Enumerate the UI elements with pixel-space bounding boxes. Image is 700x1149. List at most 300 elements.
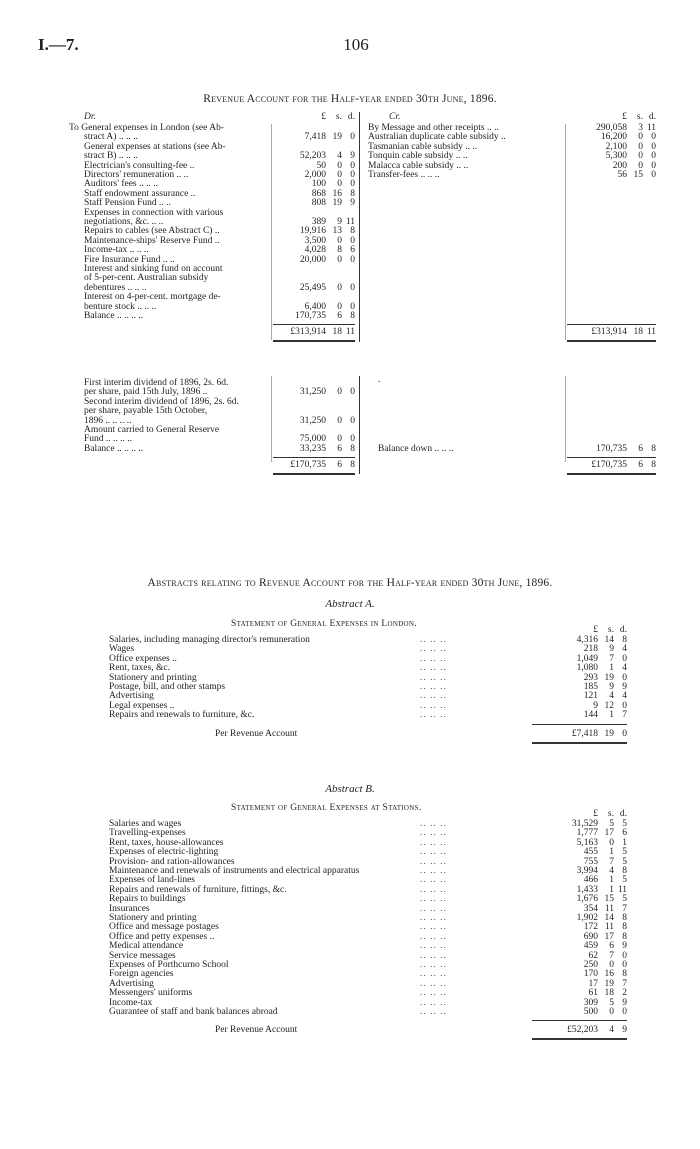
- abstract-a-row-amount-pounds: 185: [583, 682, 598, 692]
- abstract-b-row-amount-pence: 0: [622, 1007, 627, 1017]
- abstract-b-row-label: Stationery and printing: [109, 913, 197, 923]
- cr-total-rule-bottom: [567, 340, 656, 342]
- abstract-b-row-amount-pence: 0: [622, 950, 627, 961]
- abstract-a-row-amount-pence: 7: [622, 710, 627, 721]
- dr2-item-amount-shillings: 0: [337, 415, 342, 426]
- dr2-item-amount-shillings: 6: [337, 443, 342, 454]
- abstract-b-total-shillings: 4: [609, 1025, 614, 1036]
- abstract-b-row-label: Rent, taxes, house-allowances: [109, 837, 224, 848]
- dr-item-line: of 5-per-cent. Australian subsidy: [84, 273, 209, 284]
- dr-item-amount-shillings: 0: [337, 235, 342, 246]
- abstract-b-row-dots: .. .. ..: [420, 931, 447, 942]
- dr-item-amount-pence: 11: [345, 217, 355, 227]
- dr-item-amount-shillings: 0: [337, 170, 342, 180]
- dr-total-pounds: £313,914: [290, 327, 326, 338]
- dr2-total-pence: 8: [350, 460, 355, 471]
- cr-lsd-header-pound: £: [622, 112, 627, 122]
- cr-item-amount-shillings: 0: [638, 151, 643, 162]
- dr2-amount-rule: [271, 376, 272, 462]
- cr-item-amount-shillings: 0: [638, 160, 643, 171]
- dr-item-amount-pounds: 7,418: [304, 132, 326, 143]
- abstract-b-row-amount-pounds: 309: [583, 997, 598, 1008]
- abstract-b-row-amount-pounds: 459: [583, 941, 598, 952]
- cr2-total-rule-bottom: [567, 473, 656, 475]
- dr-item-amount-shillings: 0: [337, 179, 342, 190]
- cr-heading: Cr.: [389, 112, 401, 122]
- cr2-total-rule-top: [567, 457, 656, 458]
- dr2-total: [260, 461, 355, 471]
- abstract-b-row-dots: .. .. ..: [420, 837, 447, 848]
- abstract-b-row-amount-pounds: 170: [583, 969, 598, 980]
- dr-item-amount-pence: 0: [350, 301, 355, 312]
- dr-item-amount: [260, 284, 355, 294]
- dr-item-line: Balance .. .. .. ..: [84, 311, 144, 321]
- cr-item-amount: [561, 171, 656, 181]
- abstract-b-row-amount-pounds: 61: [588, 988, 598, 999]
- abstract-b-row-amount-pence: 5: [622, 856, 627, 867]
- abstract-b-row-amount-shillings: 17: [604, 828, 614, 839]
- abstract-a-row-label: Stationery and printing: [109, 672, 197, 683]
- abstract-b-row-amount-shillings: 11: [604, 922, 614, 933]
- abstract-b-row-label: Medical attendance: [109, 941, 184, 952]
- cr-item-amount-pence: 11: [646, 123, 656, 133]
- cr-item-label: Tasmanian cable subsidy .. ..: [368, 141, 478, 152]
- dr-item-amount-pounds: 19,916: [299, 226, 326, 237]
- dr-item-amount-pence: 0: [350, 282, 355, 293]
- dr-lsd-header-d: d.: [347, 112, 355, 122]
- abstract-b-row-amount-shillings: 4: [609, 866, 614, 876]
- dr-item-amount-shillings: 8: [337, 245, 342, 256]
- document-reference: I.—7.: [38, 35, 79, 54]
- abstract-a-row-amount-pounds: 1,049: [576, 653, 598, 664]
- dr-item-line: Repairs to cables (see Abstract C) ..: [84, 226, 220, 237]
- abstract-b-lsd-header-pound: £: [593, 809, 598, 819]
- abstract-a-row-dots: .. .. ..: [420, 682, 447, 692]
- abstract-a-row-amount-pounds: 121: [583, 691, 598, 702]
- abstract-b-row-amount-shillings: 14: [604, 913, 614, 923]
- abstract-b-row-label: Repairs to buildings: [109, 894, 186, 905]
- abstract-b-row-label: Messengers' uniforms: [109, 988, 193, 999]
- dr-item-amount-pence: 0: [350, 179, 355, 190]
- cr-item-amount-pence: 0: [651, 151, 656, 162]
- dr-item-line: negotiations, &c. .. ..: [84, 217, 164, 227]
- abstract-b-row-amount-pence: 5: [622, 847, 627, 858]
- abstract-b-row-amount-pounds: 690: [583, 931, 598, 942]
- cr-total-rule-top: [567, 324, 656, 325]
- abstract-b-row-label: Maintenance and renewals of instruments and electrical apparatus: [109, 866, 360, 876]
- dr-item-amount-pence: 8: [350, 226, 355, 237]
- cr2-balance-label: Balance down .. .. ..: [378, 443, 454, 454]
- cr-item-label: Tonquin cable subsidy .. ..: [368, 151, 468, 162]
- cr-lsd-header-s: s.: [636, 112, 643, 122]
- abstract-a-row-dots: .. .. ..: [420, 691, 447, 702]
- abstract-a-total-rule-bottom: [532, 742, 627, 744]
- abstract-b-total-pounds: £52,203: [567, 1025, 598, 1036]
- abstract-a-lsd-header-s: s.: [607, 625, 614, 635]
- dr-total-rule-bottom: [273, 340, 355, 342]
- abstract-a-lsd-header-pound: £: [593, 625, 598, 635]
- dr2-item-line: First interim dividend of 1896, 2s. 6d.: [84, 378, 229, 388]
- abstract-b-row-dots: .. .. ..: [420, 978, 447, 989]
- dr-item-amount-shillings: 19: [332, 198, 342, 209]
- dr-item-line: stract B) .. .. ..: [84, 151, 138, 162]
- abstract-a-row-dots: .. .. ..: [420, 635, 447, 645]
- abstract-b-row-amount-pounds: 466: [583, 875, 598, 886]
- dr2-item-amount: [260, 417, 355, 427]
- dr-item-amount-shillings: 4: [337, 151, 342, 162]
- abstract-b-total: [532, 1026, 627, 1036]
- abstract-b-row-label: Guarantee of staff and bank balances abroad: [109, 1007, 278, 1017]
- abstract-b-row-dots: .. .. ..: [420, 1007, 447, 1017]
- dr2-item-line: per share, payable 15th October,: [84, 406, 208, 417]
- dr-item-line: Interest and sinking fund on account: [84, 264, 223, 274]
- dr2-item-line: 1896 .. .. .. ..: [84, 415, 132, 426]
- dr-item-line: Staff Pension Fund .. ..: [84, 198, 171, 209]
- abstract-a-row-dots: .. .. ..: [420, 644, 447, 655]
- dr-item-line: Directors' remuneration .. ..: [84, 170, 189, 180]
- abstract-a-row-dots: .. .. ..: [420, 672, 447, 683]
- dr-item-line: To General expenses in London (see Ab-: [69, 123, 224, 133]
- abstract-b-row-dots: .. .. ..: [420, 875, 447, 886]
- abstract-b-row-label: Provision- and ration-allowances: [109, 856, 235, 867]
- dr-item-amount-pounds: 4,028: [304, 245, 326, 256]
- abstract-b-row-dots: .. .. ..: [420, 988, 447, 999]
- abstract-b-row-amount-shillings: 18: [604, 988, 614, 999]
- abstract-b-row-dots: .. .. ..: [420, 950, 447, 961]
- cr-item-amount-pence: 0: [651, 160, 656, 171]
- abstract-a-row-amount-pence: 4: [622, 663, 627, 674]
- abstract-a-row-label: Office expenses ..: [109, 653, 177, 664]
- abstract-b-row-dots: .. .. ..: [420, 884, 447, 895]
- abstract-b-row-amount-shillings: 16: [604, 969, 614, 980]
- cr-item-amount-shillings: 0: [638, 141, 643, 152]
- abstract-a-row-amount-pence: 8: [622, 635, 627, 645]
- cr-lsd-header: [561, 113, 656, 123]
- dr2-item-amount-pence: 0: [350, 387, 355, 398]
- abstract-a-row-amount-pounds: 144: [583, 710, 598, 721]
- abstract-b-row-amount-shillings: 7: [609, 950, 614, 961]
- cr-item-amount-pounds: 56: [617, 170, 627, 180]
- abstract-a-row-label: Advertising: [109, 691, 154, 702]
- abstract-b-row-amount-pence: 8: [622, 969, 627, 980]
- dr-item-line: Auditors' fees .. .. ..: [84, 179, 159, 190]
- abstract-b-row-amount-pounds: 62: [588, 950, 598, 961]
- abstract-a-row-amount-pence: 4: [622, 644, 627, 655]
- dr-item-amount-shillings: 16: [332, 188, 342, 199]
- dr-item-line: General expenses at stations (see Ab-: [84, 141, 226, 152]
- dr-item-amount-pounds: 170,735: [295, 311, 326, 321]
- cr-item-amount-pounds: 290,058: [596, 123, 627, 133]
- abstract-a-row-amount-pounds: 4,316: [576, 635, 598, 645]
- dr-item-amount-pounds: 20,000: [299, 254, 326, 265]
- abstract-b-row-amount-pence: 7: [622, 903, 627, 914]
- abstract-a-row-dots: .. .. ..: [420, 700, 447, 711]
- abstract-a-row-amount-pounds: 9: [593, 700, 598, 711]
- dr-item-amount-pounds: 3,500: [304, 235, 326, 246]
- cr-total-shillings: 18: [633, 327, 643, 338]
- cr-item-label: Australian duplicate cable subsidy ..: [368, 132, 506, 143]
- abstract-b-row-amount-shillings: 19: [604, 978, 614, 989]
- abstract-b-row-amount-pence: 8: [622, 913, 627, 923]
- abstract-b-row-amount-pence: 0: [622, 960, 627, 970]
- dr-item-line: benture stock .. .. ..: [84, 301, 157, 312]
- abstract-b-row-label: Expenses of Porthcurno School: [109, 960, 229, 970]
- abstract-b-statement: Statement of General Expenses at Stations.: [231, 803, 422, 813]
- dr-lsd-header-s: s.: [335, 112, 342, 122]
- dr2-item-amount-pounds: 31,250: [299, 387, 326, 398]
- cr-item-amount-pence: 0: [651, 170, 656, 180]
- cr2-balance-amount-pounds: 170,735: [596, 443, 627, 454]
- cr2-total-shillings: 6: [638, 460, 643, 471]
- dr-item-line: Electrician's consulting-fee ..: [84, 160, 195, 171]
- dr2-item-line: Second interim dividend of 1896, 2s. 6d.: [84, 396, 239, 407]
- dr-amount-rule: [271, 124, 272, 340]
- dr-item-line: debentures .. .. ..: [84, 282, 147, 293]
- dr-item-amount-shillings: 0: [337, 254, 342, 265]
- abstract-b-row-label: Travelling-expenses: [109, 828, 186, 839]
- abstract-b-row-amount-pence: 8: [622, 931, 627, 942]
- dr2-item-amount-pounds: 33,235: [299, 443, 326, 454]
- abstract-b-row-amount-shillings: 5: [609, 819, 614, 829]
- abstract-b-row-amount-shillings: 0: [609, 1007, 614, 1017]
- dr-item-amount-shillings: 0: [337, 160, 342, 171]
- abstract-b-row-label: Service messages: [109, 950, 176, 961]
- ledger-divider-lower: [359, 376, 360, 474]
- dr-lsd-header: [260, 113, 355, 123]
- cr2-total-pounds: £170,735: [591, 460, 627, 471]
- abstract-b-row-amount-pence: 1: [622, 837, 627, 848]
- abstract-a-row-amount-shillings: 12: [604, 700, 614, 711]
- dr-item-amount-pounds: 50: [316, 160, 326, 171]
- dr2-item-line: Amount carried to General Reserve: [84, 425, 220, 435]
- dr-item-amount-pence: 9: [350, 151, 355, 162]
- cr-amount-rule: [565, 124, 566, 340]
- dr-item-line: Income-tax .. .. ..: [84, 245, 149, 256]
- abstract-a-row-amount-shillings: 9: [609, 682, 614, 692]
- abstract-b-row-amount-shillings: 6: [609, 941, 614, 952]
- abstract-b-row-label: Office and petty expenses ..: [109, 931, 215, 942]
- cr-item-label: Malacca cable subsidy .. ..: [368, 160, 469, 171]
- cr-item-amount-pounds: 2,100: [605, 141, 627, 152]
- dr-item-amount-pounds: 2,000: [304, 170, 326, 180]
- abstract-b-row-label: Expenses of electric-lighting: [109, 847, 219, 858]
- abstract-a-row-label: Rent, taxes, &c.: [109, 663, 170, 674]
- abstract-b-row-amount-pounds: 172: [583, 922, 598, 933]
- abstract-b-row-dots: .. .. ..: [420, 969, 447, 980]
- abstract-a-row-amount-shillings: 9: [609, 644, 614, 655]
- abstract-a-row-amount-shillings: 14: [604, 635, 614, 645]
- abstract-b-row-amount-pounds: 1,902: [576, 913, 598, 923]
- abstract-a-row-dots: .. .. ..: [420, 653, 447, 664]
- abstract-a-total: [532, 730, 627, 740]
- dr-item-amount-pence: 0: [350, 170, 355, 180]
- cr-item-label: Transfer-fees .. .. ..: [368, 170, 440, 180]
- abstract-b-row-label: Advertising: [109, 978, 154, 989]
- abstract-a-row-label: Salaries, including managing director's remuneration: [109, 635, 310, 645]
- abstract-b-row-dots: .. .. ..: [420, 997, 447, 1008]
- abstract-b-row-amount-shillings: 1: [609, 884, 614, 895]
- abstract-a-row-label: Legal expenses ..: [109, 700, 175, 711]
- abstract-a-row-amount-pence: 9: [622, 682, 627, 692]
- dr2-total-pounds: £170,735: [290, 460, 326, 471]
- dr-item-amount-pounds: 52,203: [299, 151, 326, 162]
- abstract-b-row-label: Salaries and wages: [109, 819, 182, 829]
- abstract-b-row-amount-shillings: 11: [604, 903, 614, 914]
- abstract-a-row-amount-pounds: 293: [583, 672, 598, 683]
- abstract-b-row-label: Foreign agencies: [109, 969, 174, 980]
- abstract-b-row-amount: [532, 1008, 627, 1018]
- cr2-balance-amount-shillings: 6: [638, 443, 643, 454]
- abstract-b-row-amount-shillings: 1: [609, 847, 614, 858]
- dr-item-line: Expenses in connection with various: [84, 207, 224, 218]
- ledger-divider-upper: [359, 112, 360, 342]
- abstract-b-row-dots: .. .. ..: [420, 866, 447, 876]
- abstract-b-row-dots: .. .. ..: [420, 913, 447, 923]
- abstract-b-row-amount-pence: 2: [622, 988, 627, 999]
- abstract-a-row-dots: .. .. ..: [420, 663, 447, 674]
- abstract-b-row-amount-pounds: 755: [583, 856, 598, 867]
- abstract-b-total-rule-top: [532, 1020, 627, 1021]
- abstract-b-row-dots: .. .. ..: [420, 922, 447, 933]
- abstract-a-row-dots: .. .. ..: [420, 710, 447, 721]
- dr-item-amount-pence: 0: [350, 235, 355, 246]
- dr-item-amount-pence: 9: [350, 198, 355, 209]
- dr-item-amount-pence: 8: [350, 188, 355, 199]
- abstract-b-row-amount-pounds: 1,777: [576, 828, 598, 839]
- cr-total-pounds: £313,914: [591, 327, 627, 338]
- abstract-b-row-amount-pounds: 31,529: [571, 819, 598, 829]
- abstract-a-total-pence: 0: [622, 728, 627, 739]
- dr-item-amount-pence: 0: [350, 160, 355, 171]
- dr-item-amount-shillings: 13: [332, 226, 342, 237]
- dr2-item-amount-shillings: 0: [337, 387, 342, 398]
- cr-item-amount-pounds: 16,200: [600, 132, 627, 143]
- dr2-item-amount-pence: 8: [350, 443, 355, 454]
- abstract-b-row-amount-pence: 7: [622, 978, 627, 989]
- dr-item-line: stract A) .. .. ..: [84, 132, 138, 143]
- abstract-a-total-pounds: £7,418: [571, 728, 598, 739]
- abstracts-title: Abstracts relating to Revenue Account for the Half-year ended 30th June, 1896.: [147, 577, 553, 589]
- dr2-item-amount-pence: 0: [350, 415, 355, 426]
- abstract-b-row-amount-pence: 5: [622, 875, 627, 886]
- abstract-a-row-amount: [532, 711, 627, 721]
- abstract-b-row-dots: .. .. ..: [420, 903, 447, 914]
- abstract-a-row-amount-shillings: 19: [604, 672, 614, 683]
- abstract-b-total-rule-bottom: [532, 1038, 627, 1040]
- dr-item-amount: [260, 312, 355, 322]
- abstract-b-row-amount-pence: 8: [622, 866, 627, 876]
- abstract-a-row-amount-shillings: 1: [609, 663, 614, 674]
- dr-item-amount-shillings: 0: [337, 282, 342, 293]
- abstract-b-total-label: Per Revenue Account: [215, 1025, 298, 1036]
- abstract-b-row-label: Insurances: [109, 903, 150, 914]
- revenue-account-title: Revenue Account for the Half-year ended 30th June, 1896.: [203, 93, 497, 105]
- abstract-b-row-amount-pounds: 17: [588, 978, 598, 989]
- abstract-b-total-pence: 9: [622, 1025, 627, 1036]
- abstract-b-row-dots: .. .. ..: [420, 941, 447, 952]
- dr-item-line: Interest on 4-per-cent. mortgage de-: [84, 292, 221, 303]
- abstract-a-lsd-header-d: d.: [619, 625, 627, 635]
- abstract-b-row-amount-pence: 5: [622, 819, 627, 829]
- abstract-a-row-amount-pounds: 1,080: [576, 663, 598, 674]
- stray-mark: .: [378, 375, 381, 385]
- dr2-total-shillings: 6: [337, 460, 342, 471]
- abstract-b-row-label: Expenses of land-lines: [109, 875, 196, 886]
- abstract-a-total-rule-top: [532, 724, 627, 725]
- dr2-item-amount-shillings: 0: [337, 434, 342, 445]
- abstract-b-row-amount-pence: 9: [622, 997, 627, 1008]
- abstract-b-row-amount-pounds: 1,433: [576, 884, 598, 895]
- abstract-b-row-label: Income-tax: [109, 997, 153, 1008]
- cr-total-pence: 11: [646, 327, 656, 338]
- abstract-a-row-amount-pence: 0: [622, 653, 627, 664]
- dr-item-line: Fire Insurance Fund .. ..: [84, 254, 175, 265]
- abstract-a-row-amount-pence: 4: [622, 691, 627, 702]
- abstract-a-total-shillings: 19: [604, 728, 614, 739]
- abstract-b-row-dots: .. .. ..: [420, 894, 447, 905]
- abstract-b-row-amount-pounds: 1,676: [576, 894, 598, 905]
- dr-item-amount-shillings: 9: [337, 217, 342, 227]
- dr2-total-rule-top: [273, 457, 355, 458]
- dr-item-amount-pence: 6: [350, 245, 355, 256]
- dr-item-amount-pounds: 868: [311, 188, 326, 199]
- dr-item-amount-pounds: 25,495: [299, 282, 326, 293]
- cr-item-label: By Message and other receipts .. ..: [368, 123, 499, 133]
- abstract-a-row-label: Postage, bill, and other stamps: [109, 682, 226, 692]
- abstract-b-row-amount-shillings: 5: [609, 997, 614, 1008]
- dr-item-amount-shillings: 0: [337, 301, 342, 312]
- dr2-item-amount-pounds: 31,250: [299, 415, 326, 426]
- dr-item-line: Staff endowment assurance ..: [84, 188, 196, 199]
- dr-heading: Dr.: [84, 112, 96, 122]
- dr-item-amount: [260, 199, 355, 209]
- page-number: 106: [343, 35, 369, 54]
- abstract-b-row-amount-pence: 6: [622, 828, 627, 839]
- dr-item-amount-pounds: 808: [311, 198, 326, 209]
- abstract-b-row-amount-pence: 8: [622, 922, 627, 933]
- dr2-item-line: per share, paid 15th July, 1896 ..: [84, 387, 208, 398]
- abstract-a-row-label: Wages: [109, 644, 135, 655]
- abstract-a-row-amount-pence: 0: [622, 700, 627, 711]
- dr2-item-line: Fund .. .. .. ..: [84, 434, 133, 445]
- dr-item-amount-pounds: 389: [311, 217, 326, 227]
- cr2-balance-amount: [561, 445, 656, 455]
- dr2-item-line: Balance .. .. .. ..: [84, 443, 144, 454]
- dr-item-amount-pounds: 100: [311, 179, 326, 190]
- abstract-a-heading: Abstract A.: [325, 598, 375, 610]
- dr-item-amount-pence: 0: [350, 132, 355, 143]
- dr-item-amount-shillings: 19: [332, 132, 342, 143]
- dr-item-amount-pence: 8: [350, 311, 355, 321]
- cr-item-amount-shillings: 3: [638, 123, 643, 133]
- abstract-a-row-amount-shillings: 7: [609, 653, 614, 664]
- dr-total: [260, 328, 355, 338]
- dr-item-amount: [260, 256, 355, 266]
- dr2-item-amount: [260, 445, 355, 455]
- abstract-b-row-amount-shillings: 1: [609, 875, 614, 886]
- cr-item-amount-pence: 0: [651, 141, 656, 152]
- abstract-b-lsd-header-d: d.: [619, 809, 627, 819]
- abstract-b-row-amount-pence: 11: [617, 884, 627, 895]
- cr-item-amount-pounds: 200: [612, 160, 627, 171]
- dr2-item-amount-pence: 0: [350, 434, 355, 445]
- dr-lsd-header-pound: £: [321, 112, 326, 122]
- abstract-b-row-amount-shillings: 0: [609, 960, 614, 970]
- abstract-b-row-amount-pounds: 455: [583, 847, 598, 858]
- cr2-total-pence: 8: [651, 460, 656, 471]
- dr-total-rule-top: [273, 324, 355, 325]
- abstract-b-row-amount-shillings: 17: [604, 931, 614, 942]
